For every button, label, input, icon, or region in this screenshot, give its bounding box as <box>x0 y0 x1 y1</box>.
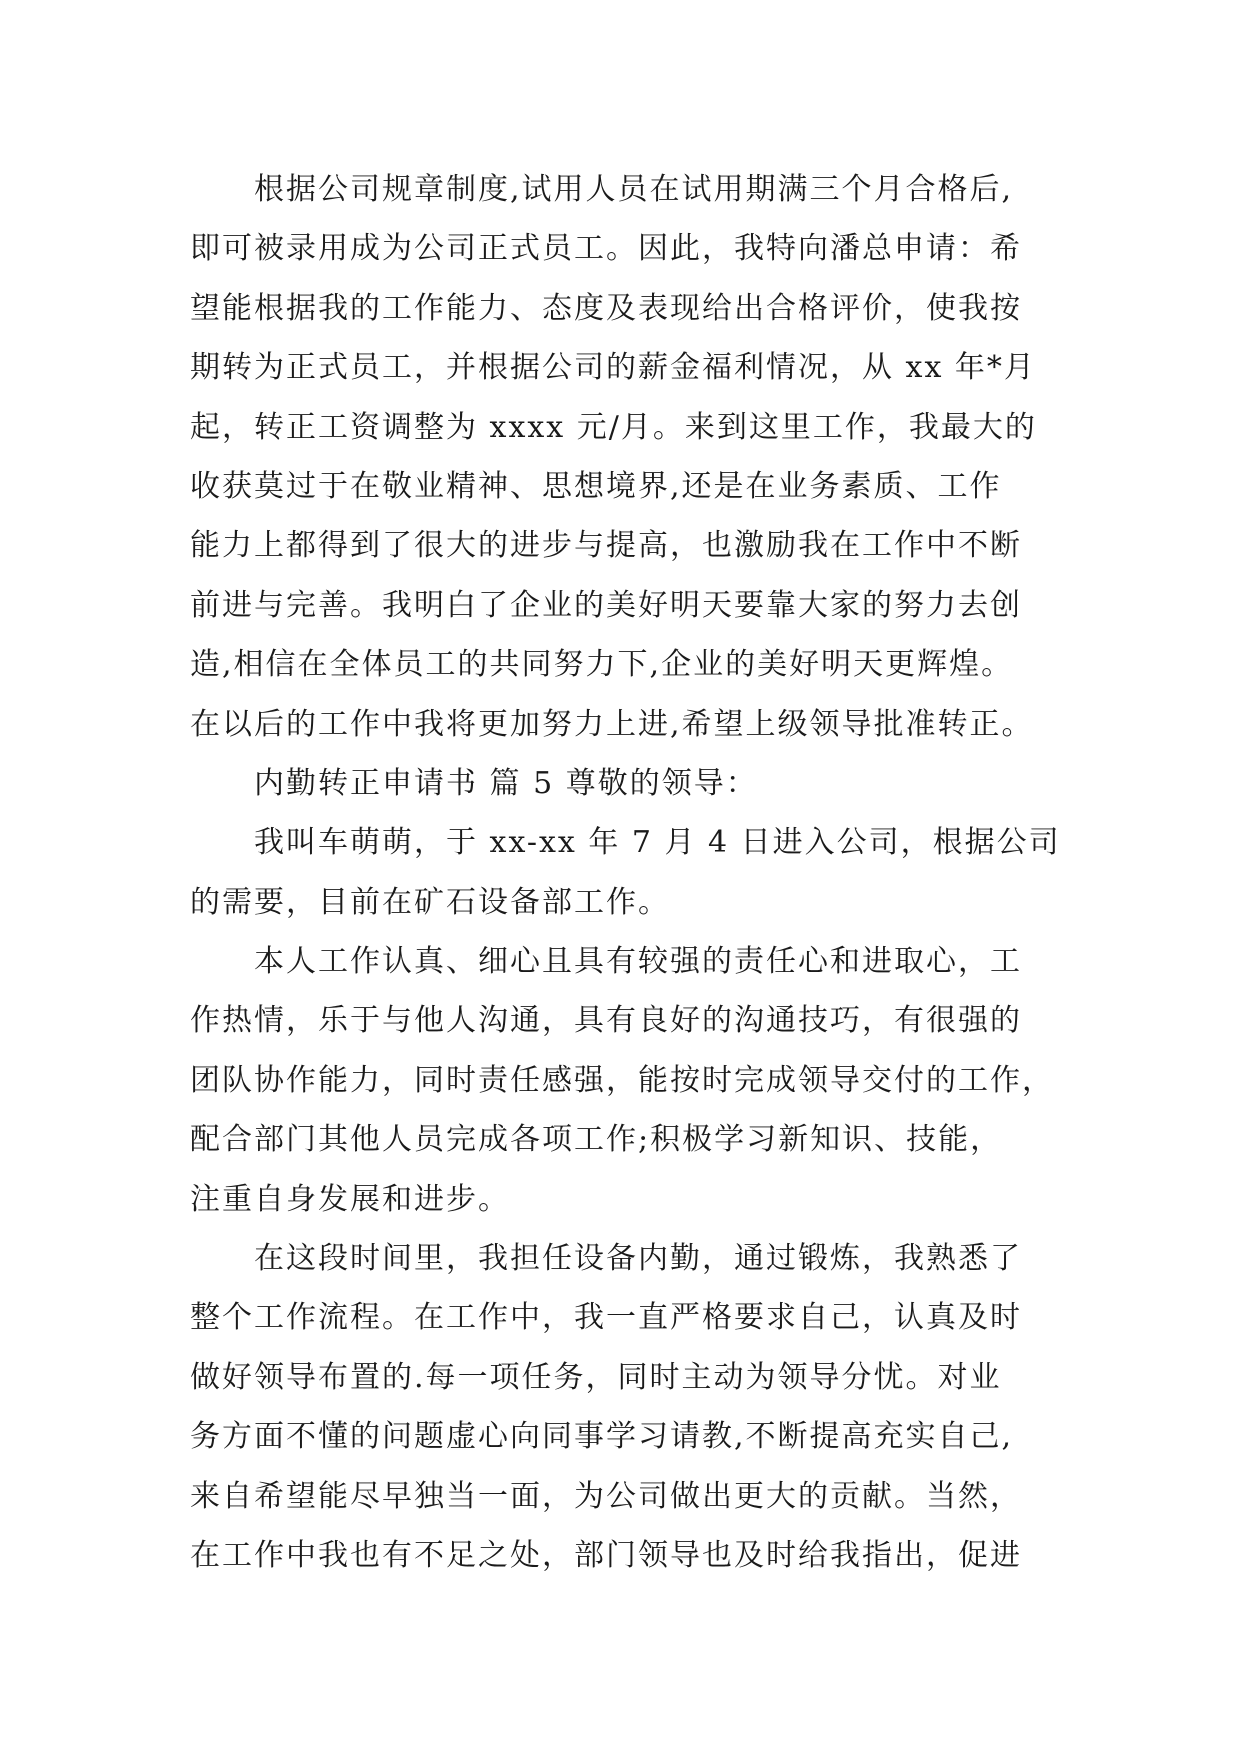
text-line: 前进与完善。我明白了企业的美好明天要靠大家的努力去创 <box>190 587 1022 623</box>
text-line: 作热情，乐于与他人沟通，具有良好的沟通技巧，有很强的 <box>190 1003 1022 1039</box>
text-line: 在以后的工作中我将更加努力上进,希望上级领导批准转正。 <box>190 706 1034 742</box>
text-line: 收获莫过于在敬业精神、思想境界,还是在业务素质、工作 <box>190 468 1002 504</box>
text-line: 整个工作流程。在工作中，我一直严格要求自己，认真及时 <box>190 1300 1022 1336</box>
text-line: 期转为正式员工，并根据公司的薪金福利情况，从 xx 年*月 <box>190 350 1036 386</box>
text-line: 在这段时间里，我担任设备内勤，通过锻炼，我熟悉了 <box>254 1241 1022 1277</box>
text-line: 根据公司规章制度,试用人员在试用期满三个月合格后, <box>254 172 1014 207</box>
body-text <box>190 160 1090 1585</box>
text-line: 在工作中我也有不足之处，部门领导也及时给我指出，促进 <box>190 1537 1022 1573</box>
text-line: 本人工作认真、细心且具有较强的责任心和进取心，工 <box>254 944 1022 980</box>
text-line: 能力上都得到了很大的进步与提高，也激励我在工作中不断 <box>190 528 1022 564</box>
text-line: 团队协作能力，同时责任感强，能按时完成领导交付的工作， <box>190 1062 1054 1098</box>
section-heading: 内勤转正申请书 篇 5 尊敬的领导： <box>254 765 758 801</box>
text-line: 望能根据我的工作能力、态度及表现给出合格评价，使我按 <box>190 290 1022 326</box>
text-line: 注重自身发展和进步。 <box>190 1181 510 1217</box>
text-line: 务方面不懂的问题虚心向同事学习请教,不断提高充实自己, <box>190 1419 1014 1455</box>
text-line: 即可被录用成为公司正式员工。因此，我特向潘总申请：希 <box>190 231 1022 267</box>
text-line: 的需要，目前在矿石设备部工作。 <box>190 884 670 920</box>
text-line: 造,相信在全体员工的共同努力下,企业的美好明天更辉煌。 <box>190 647 1014 683</box>
text-line: 配合部门其他人员完成各项工作;积极学习新知识、技能， <box>190 1122 1003 1158</box>
text-line: 起，转正工资调整为 xxxx 元/月。来到这里工作，我最大的 <box>190 409 1037 445</box>
text-line: 我叫车萌萌，于 xx-xx 年 7 月 4 日进入公司，根据公司 <box>254 825 1061 861</box>
text-line: 来自希望能尽早独当一面，为公司做出更大的贡献。当然， <box>190 1478 1022 1514</box>
text-line: 做好领导布置的.每一项任务，同时主动为领导分忧。对业 <box>190 1359 1002 1395</box>
